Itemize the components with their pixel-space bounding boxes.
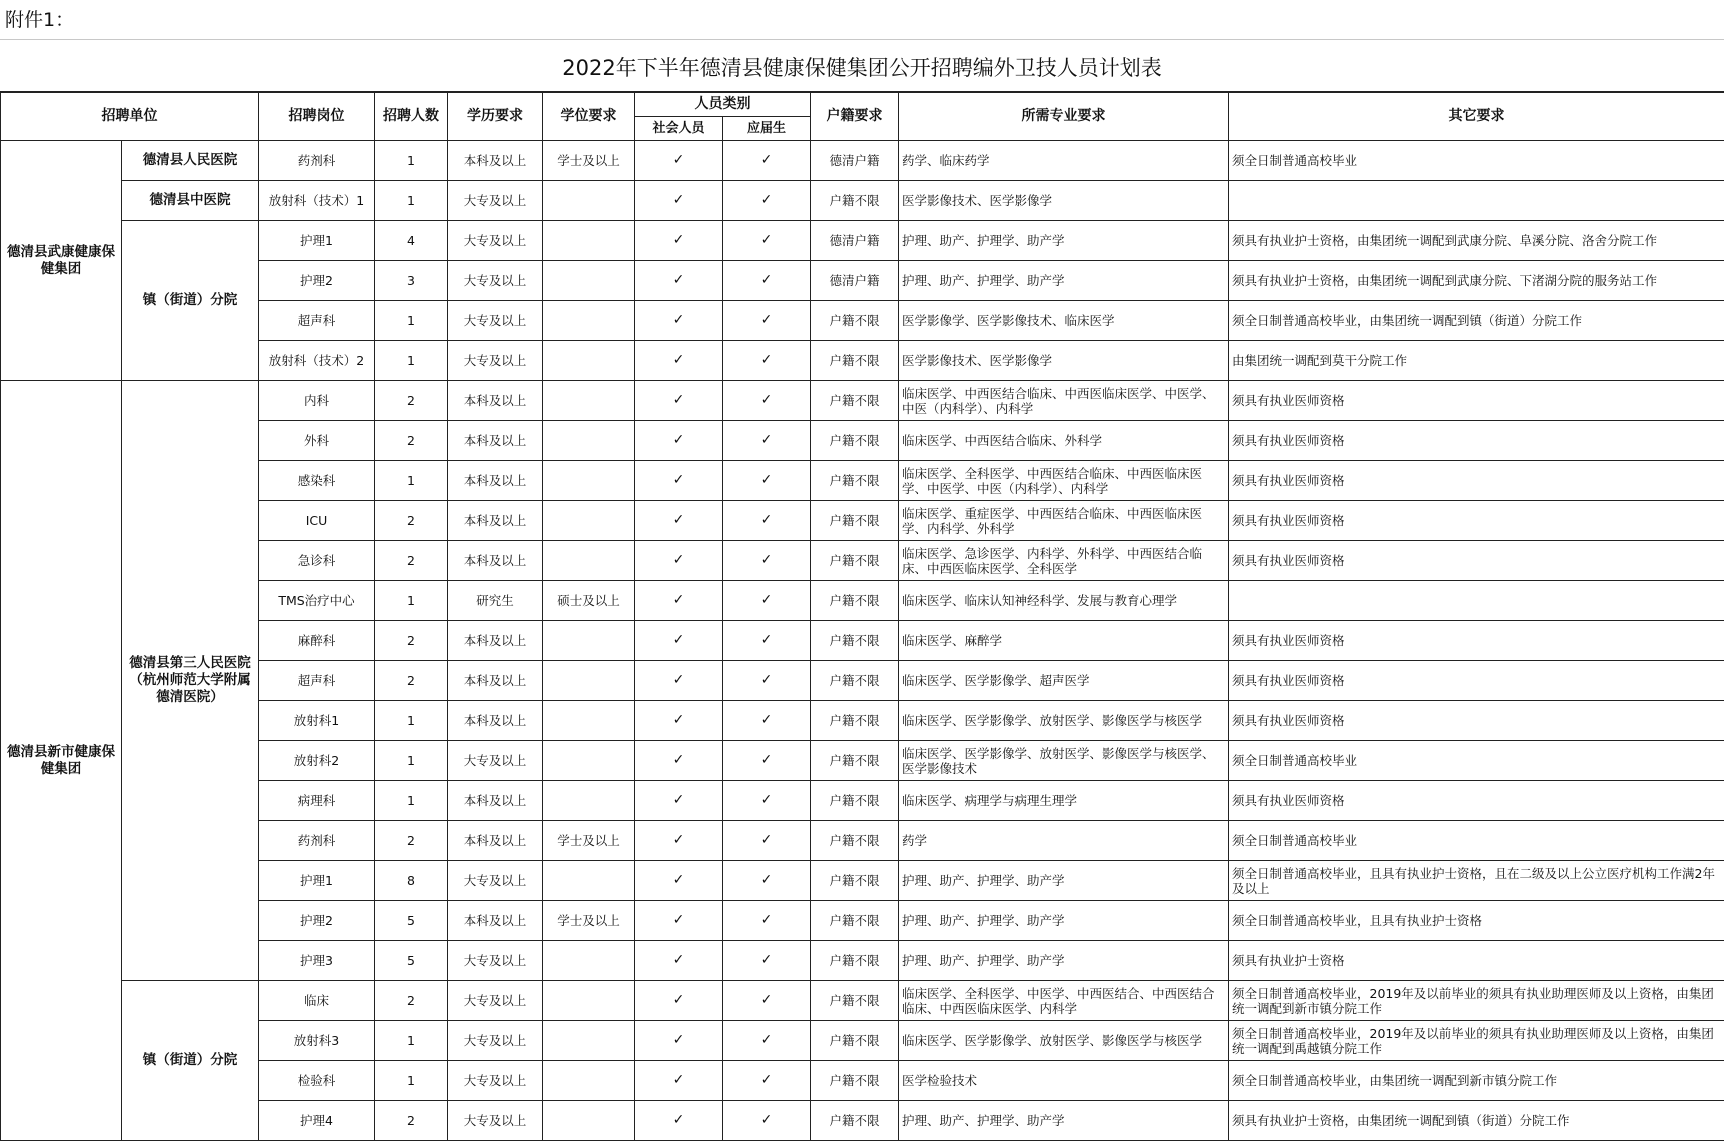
post-cell: 麻醉科 bbox=[259, 621, 375, 661]
post-cell: 药剂科 bbox=[259, 821, 375, 861]
education-cell: 大专及以上 bbox=[448, 1101, 543, 1141]
count-cell: 4 bbox=[375, 221, 448, 261]
header-education: 学历要求 bbox=[448, 93, 543, 141]
social-check-icon: ✓ bbox=[635, 661, 723, 701]
hukou-cell: 户籍不限 bbox=[811, 821, 899, 861]
hukou-cell: 户籍不限 bbox=[811, 1021, 899, 1061]
hukou-cell: 户籍不限 bbox=[811, 501, 899, 541]
other-cell: 须全日制普通高校毕业 bbox=[1229, 141, 1724, 181]
other-cell: 须全日制普通高校毕业，2019年及以前毕业的须具有执业助理医师及以上资格，由集团统一调配到禹越镇分院工作 bbox=[1229, 1021, 1724, 1061]
major-cell: 护理、助产、护理学、助产学 bbox=[899, 261, 1229, 301]
degree-cell bbox=[543, 301, 635, 341]
education-cell: 大专及以上 bbox=[448, 981, 543, 1021]
other-cell: 须全日制普通高校毕业 bbox=[1229, 821, 1724, 861]
other-cell: 由集团统一调配到莫干分院工作 bbox=[1229, 341, 1724, 381]
hukou-cell: 德清户籍 bbox=[811, 261, 899, 301]
education-cell: 大专及以上 bbox=[448, 341, 543, 381]
count-cell: 2 bbox=[375, 661, 448, 701]
other-cell: 须具有执业医师资格 bbox=[1229, 501, 1724, 541]
education-cell: 大专及以上 bbox=[448, 861, 543, 901]
hukou-cell: 户籍不限 bbox=[811, 581, 899, 621]
social-check-icon: ✓ bbox=[635, 621, 723, 661]
social-check-icon: ✓ bbox=[635, 861, 723, 901]
other-cell bbox=[1229, 181, 1724, 221]
count-cell: 1 bbox=[375, 461, 448, 501]
graduate-check-icon: ✓ bbox=[723, 781, 811, 821]
table-row bbox=[1, 221, 1724, 261]
graduate-check-icon: ✓ bbox=[723, 301, 811, 341]
hukou-cell: 户籍不限 bbox=[811, 701, 899, 741]
post-cell: 护理2 bbox=[259, 261, 375, 301]
graduate-check-icon: ✓ bbox=[723, 461, 811, 501]
social-check-icon: ✓ bbox=[635, 181, 723, 221]
other-cell: 须全日制普通高校毕业，且具有执业护士资格 bbox=[1229, 901, 1724, 941]
table-row bbox=[1, 661, 1724, 701]
post-cell: 检验科 bbox=[259, 1061, 375, 1101]
major-cell: 药学、临床药学 bbox=[899, 141, 1229, 181]
post-cell: 护理2 bbox=[259, 901, 375, 941]
education-cell: 本科及以上 bbox=[448, 701, 543, 741]
degree-cell bbox=[543, 501, 635, 541]
social-check-icon: ✓ bbox=[635, 381, 723, 421]
graduate-check-icon: ✓ bbox=[723, 941, 811, 981]
degree-cell bbox=[543, 341, 635, 381]
post-cell: 护理4 bbox=[259, 1101, 375, 1141]
degree-cell bbox=[543, 1061, 635, 1101]
table-row bbox=[1, 981, 1724, 1021]
hukou-cell: 户籍不限 bbox=[811, 461, 899, 501]
post-cell: 超声科 bbox=[259, 301, 375, 341]
unit-name: 镇（街道）分院 bbox=[122, 221, 259, 381]
count-cell: 5 bbox=[375, 901, 448, 941]
count-cell: 2 bbox=[375, 501, 448, 541]
header-major: 所需专业要求 bbox=[899, 93, 1229, 141]
other-cell: 须具有执业医师资格 bbox=[1229, 421, 1724, 461]
major-cell: 临床医学、全科医学、中西医结合临床、中西医临床医学、中医学、中医（内科学）、内科学 bbox=[899, 461, 1229, 501]
social-check-icon: ✓ bbox=[635, 1021, 723, 1061]
hukou-cell: 户籍不限 bbox=[811, 621, 899, 661]
education-cell: 研究生 bbox=[448, 581, 543, 621]
social-check-icon: ✓ bbox=[635, 221, 723, 261]
education-cell: 大专及以上 bbox=[448, 1021, 543, 1061]
table-row bbox=[1, 701, 1724, 741]
graduate-check-icon: ✓ bbox=[723, 821, 811, 861]
education-cell: 本科及以上 bbox=[448, 501, 543, 541]
recruitment-plan-table bbox=[0, 92, 1724, 1141]
header-count: 招聘人数 bbox=[375, 93, 448, 141]
header-hukou: 户籍要求 bbox=[811, 93, 899, 141]
graduate-check-icon: ✓ bbox=[723, 981, 811, 1021]
other-cell: 须全日制普通高校毕业，由集团统一调配到新市镇分院工作 bbox=[1229, 1061, 1724, 1101]
education-cell: 大专及以上 bbox=[448, 181, 543, 221]
major-cell: 临床医学、医学影像学、放射医学、影像医学与核医学、医学影像技术 bbox=[899, 741, 1229, 781]
major-cell: 临床医学、中西医结合临床、外科学 bbox=[899, 421, 1229, 461]
count-cell: 1 bbox=[375, 581, 448, 621]
table-row bbox=[1, 1101, 1724, 1141]
degree-cell: 硕士及以上 bbox=[543, 581, 635, 621]
count-cell: 2 bbox=[375, 821, 448, 861]
unit-name: 德清县第三人民医院（杭州师范大学附属德清医院） bbox=[122, 381, 259, 981]
social-check-icon: ✓ bbox=[635, 341, 723, 381]
degree-cell bbox=[543, 181, 635, 221]
table-row bbox=[1, 941, 1724, 981]
other-cell: 须具有执业医师资格 bbox=[1229, 461, 1724, 501]
other-cell: 须全日制普通高校毕业 bbox=[1229, 741, 1724, 781]
table-body bbox=[1, 141, 1724, 1141]
hukou-cell: 户籍不限 bbox=[811, 661, 899, 701]
social-check-icon: ✓ bbox=[635, 261, 723, 301]
degree-cell bbox=[543, 1101, 635, 1141]
post-cell: 超声科 bbox=[259, 661, 375, 701]
count-cell: 2 bbox=[375, 981, 448, 1021]
other-cell: 须具有执业护士资格，由集团统一调配到武康分院、下渚湖分院的服务站工作 bbox=[1229, 261, 1724, 301]
graduate-check-icon: ✓ bbox=[723, 421, 811, 461]
header-category-graduate: 应届生 bbox=[723, 117, 811, 141]
header-other: 其它要求 bbox=[1229, 93, 1724, 141]
degree-cell bbox=[543, 1021, 635, 1061]
social-check-icon: ✓ bbox=[635, 541, 723, 581]
graduate-check-icon: ✓ bbox=[723, 581, 811, 621]
group-name: 德清县新市健康保健集团 bbox=[1, 381, 122, 1141]
major-cell: 临床医学、全科医学、中医学、中西医结合、中西医结合临床、中西医临床医学、内科学 bbox=[899, 981, 1229, 1021]
graduate-check-icon: ✓ bbox=[723, 221, 811, 261]
degree-cell: 学士及以上 bbox=[543, 821, 635, 861]
other-cell: 须全日制普通高校毕业，由集团统一调配到镇（街道）分院工作 bbox=[1229, 301, 1724, 341]
degree-cell bbox=[543, 461, 635, 501]
count-cell: 8 bbox=[375, 861, 448, 901]
hukou-cell: 户籍不限 bbox=[811, 981, 899, 1021]
major-cell: 医学影像技术、医学影像学 bbox=[899, 181, 1229, 221]
graduate-check-icon: ✓ bbox=[723, 741, 811, 781]
count-cell: 2 bbox=[375, 421, 448, 461]
social-check-icon: ✓ bbox=[635, 1101, 723, 1141]
hukou-cell: 户籍不限 bbox=[811, 421, 899, 461]
social-check-icon: ✓ bbox=[635, 1061, 723, 1101]
major-cell: 医学检验技术 bbox=[899, 1061, 1229, 1101]
other-cell: 须具有执业医师资格 bbox=[1229, 541, 1724, 581]
post-cell: 护理1 bbox=[259, 221, 375, 261]
major-cell: 护理、助产、护理学、助产学 bbox=[899, 901, 1229, 941]
table-row bbox=[1, 861, 1724, 901]
post-cell: 病理科 bbox=[259, 781, 375, 821]
table-row bbox=[1, 541, 1724, 581]
social-check-icon: ✓ bbox=[635, 301, 723, 341]
post-cell: 放射科3 bbox=[259, 1021, 375, 1061]
social-check-icon: ✓ bbox=[635, 141, 723, 181]
social-check-icon: ✓ bbox=[635, 421, 723, 461]
other-cell: 须具有执业护士资格，由集团统一调配到武康分院、阜溪分院、洛舍分院工作 bbox=[1229, 221, 1724, 261]
table-row bbox=[1, 501, 1724, 541]
count-cell: 2 bbox=[375, 1101, 448, 1141]
social-check-icon: ✓ bbox=[635, 461, 723, 501]
degree-cell bbox=[543, 541, 635, 581]
graduate-check-icon: ✓ bbox=[723, 341, 811, 381]
graduate-check-icon: ✓ bbox=[723, 701, 811, 741]
degree-cell bbox=[543, 981, 635, 1021]
degree-cell bbox=[543, 941, 635, 981]
other-cell: 须具有执业医师资格 bbox=[1229, 661, 1724, 701]
major-cell: 临床医学、麻醉学 bbox=[899, 621, 1229, 661]
count-cell: 2 bbox=[375, 621, 448, 661]
degree-cell bbox=[543, 741, 635, 781]
table-row bbox=[1, 461, 1724, 501]
degree-cell: 学士及以上 bbox=[543, 141, 635, 181]
graduate-check-icon: ✓ bbox=[723, 501, 811, 541]
education-cell: 大专及以上 bbox=[448, 301, 543, 341]
header-unit: 招聘单位 bbox=[1, 93, 259, 141]
education-cell: 本科及以上 bbox=[448, 461, 543, 501]
education-cell: 本科及以上 bbox=[448, 781, 543, 821]
hukou-cell: 户籍不限 bbox=[811, 541, 899, 581]
social-check-icon: ✓ bbox=[635, 781, 723, 821]
hukou-cell: 户籍不限 bbox=[811, 1101, 899, 1141]
page-title: 2022年下半年德清县健康保健集团公开招聘编外卫技人员计划表 bbox=[0, 40, 1724, 92]
graduate-check-icon: ✓ bbox=[723, 261, 811, 301]
table-row bbox=[1, 341, 1724, 381]
post-cell: 感染科 bbox=[259, 461, 375, 501]
hukou-cell: 户籍不限 bbox=[811, 381, 899, 421]
hukou-cell: 德清户籍 bbox=[811, 141, 899, 181]
major-cell: 临床医学、临床认知神经科学、发展与教育心理学 bbox=[899, 581, 1229, 621]
education-cell: 本科及以上 bbox=[448, 821, 543, 861]
education-cell: 大专及以上 bbox=[448, 741, 543, 781]
table-row bbox=[1, 581, 1724, 621]
graduate-check-icon: ✓ bbox=[723, 1101, 811, 1141]
post-cell: TMS治疗中心 bbox=[259, 581, 375, 621]
education-cell: 本科及以上 bbox=[448, 901, 543, 941]
table-row bbox=[1, 381, 1724, 421]
major-cell: 护理、助产、护理学、助产学 bbox=[899, 221, 1229, 261]
hukou-cell: 户籍不限 bbox=[811, 301, 899, 341]
table-row bbox=[1, 261, 1724, 301]
social-check-icon: ✓ bbox=[635, 901, 723, 941]
count-cell: 1 bbox=[375, 701, 448, 741]
graduate-check-icon: ✓ bbox=[723, 381, 811, 421]
post-cell: 放射科（技术）2 bbox=[259, 341, 375, 381]
graduate-check-icon: ✓ bbox=[723, 1021, 811, 1061]
table-row bbox=[1, 1021, 1724, 1061]
graduate-check-icon: ✓ bbox=[723, 1061, 811, 1101]
graduate-check-icon: ✓ bbox=[723, 861, 811, 901]
header-post: 招聘岗位 bbox=[259, 93, 375, 141]
education-cell: 大专及以上 bbox=[448, 261, 543, 301]
count-cell: 2 bbox=[375, 381, 448, 421]
post-cell: 护理1 bbox=[259, 861, 375, 901]
count-cell: 1 bbox=[375, 301, 448, 341]
graduate-check-icon: ✓ bbox=[723, 141, 811, 181]
header-category-social: 社会人员 bbox=[635, 117, 723, 141]
education-cell: 本科及以上 bbox=[448, 381, 543, 421]
degree-cell bbox=[543, 701, 635, 741]
table-row bbox=[1, 181, 1724, 221]
major-cell: 医学影像学、医学影像技术、临床医学 bbox=[899, 301, 1229, 341]
count-cell: 3 bbox=[375, 261, 448, 301]
education-cell: 大专及以上 bbox=[448, 1061, 543, 1101]
social-check-icon: ✓ bbox=[635, 981, 723, 1021]
count-cell: 1 bbox=[375, 181, 448, 221]
unit-name: 德清县中医院 bbox=[122, 181, 259, 221]
table-row bbox=[1, 621, 1724, 661]
table-row bbox=[1, 901, 1724, 941]
post-cell: 药剂科 bbox=[259, 141, 375, 181]
group-name: 德清县武康健康保健集团 bbox=[1, 141, 122, 381]
degree-cell bbox=[543, 861, 635, 901]
social-check-icon: ✓ bbox=[635, 501, 723, 541]
education-cell: 本科及以上 bbox=[448, 421, 543, 461]
hukou-cell: 德清户籍 bbox=[811, 221, 899, 261]
table-row bbox=[1, 781, 1724, 821]
education-cell: 本科及以上 bbox=[448, 621, 543, 661]
header-category: 人员类别 bbox=[635, 93, 811, 117]
education-cell: 本科及以上 bbox=[448, 661, 543, 701]
count-cell: 5 bbox=[375, 941, 448, 981]
major-cell: 临床医学、急诊医学、内科学、外科学、中西医结合临床、中西医临床医学、全科医学 bbox=[899, 541, 1229, 581]
major-cell: 临床医学、医学影像学、放射医学、影像医学与核医学 bbox=[899, 701, 1229, 741]
social-check-icon: ✓ bbox=[635, 581, 723, 621]
degree-cell bbox=[543, 381, 635, 421]
education-cell: 大专及以上 bbox=[448, 941, 543, 981]
education-cell: 本科及以上 bbox=[448, 541, 543, 581]
other-cell: 须全日制普通高校毕业，2019年及以前毕业的须具有执业助理医师及以上资格，由集团统一调配到新市镇分院工作 bbox=[1229, 981, 1724, 1021]
hukou-cell: 户籍不限 bbox=[811, 1061, 899, 1101]
major-cell: 护理、助产、护理学、助产学 bbox=[899, 861, 1229, 901]
major-cell: 护理、助产、护理学、助产学 bbox=[899, 941, 1229, 981]
other-cell: 须具有执业护士资格 bbox=[1229, 941, 1724, 981]
hukou-cell: 户籍不限 bbox=[811, 941, 899, 981]
major-cell: 临床医学、医学影像学、超声医学 bbox=[899, 661, 1229, 701]
post-cell: 护理3 bbox=[259, 941, 375, 981]
count-cell: 1 bbox=[375, 1021, 448, 1061]
count-cell: 1 bbox=[375, 1061, 448, 1101]
post-cell: 急诊科 bbox=[259, 541, 375, 581]
header-row bbox=[1, 93, 1724, 117]
post-cell: 放射科（技术）1 bbox=[259, 181, 375, 221]
other-cell: 须具有执业医师资格 bbox=[1229, 701, 1724, 741]
social-check-icon: ✓ bbox=[635, 701, 723, 741]
degree-cell: 学士及以上 bbox=[543, 901, 635, 941]
unit-name: 德清县人民医院 bbox=[122, 141, 259, 181]
social-check-icon: ✓ bbox=[635, 821, 723, 861]
graduate-check-icon: ✓ bbox=[723, 901, 811, 941]
count-cell: 1 bbox=[375, 141, 448, 181]
degree-cell bbox=[543, 621, 635, 661]
degree-cell bbox=[543, 421, 635, 461]
count-cell: 1 bbox=[375, 341, 448, 381]
hukou-cell: 户籍不限 bbox=[811, 181, 899, 221]
hukou-cell: 户籍不限 bbox=[811, 341, 899, 381]
education-cell: 大专及以上 bbox=[448, 221, 543, 261]
post-cell: 放射科2 bbox=[259, 741, 375, 781]
other-cell: 须具有执业护士资格，由集团统一调配到镇（街道）分院工作 bbox=[1229, 1101, 1724, 1141]
other-cell bbox=[1229, 581, 1724, 621]
major-cell: 护理、助产、护理学、助产学 bbox=[899, 1101, 1229, 1141]
attachment-label: 附件1： bbox=[0, 0, 1724, 40]
degree-cell bbox=[543, 221, 635, 261]
table-row bbox=[1, 821, 1724, 861]
major-cell: 医学影像技术、医学影像学 bbox=[899, 341, 1229, 381]
major-cell: 药学 bbox=[899, 821, 1229, 861]
count-cell: 1 bbox=[375, 741, 448, 781]
graduate-check-icon: ✓ bbox=[723, 661, 811, 701]
post-cell: 放射科1 bbox=[259, 701, 375, 741]
table-row bbox=[1, 301, 1724, 341]
education-cell: 本科及以上 bbox=[448, 141, 543, 181]
major-cell: 临床医学、医学影像学、放射医学、影像医学与核医学 bbox=[899, 1021, 1229, 1061]
social-check-icon: ✓ bbox=[635, 941, 723, 981]
graduate-check-icon: ✓ bbox=[723, 181, 811, 221]
hukou-cell: 户籍不限 bbox=[811, 901, 899, 941]
major-cell: 临床医学、中西医结合临床、中西医临床医学、中医学、中医（内科学）、内科学 bbox=[899, 381, 1229, 421]
header-degree: 学位要求 bbox=[543, 93, 635, 141]
hukou-cell: 户籍不限 bbox=[811, 781, 899, 821]
graduate-check-icon: ✓ bbox=[723, 541, 811, 581]
other-cell: 须全日制普通高校毕业，且具有执业护士资格，且在二级及以上公立医疗机构工作满2年及以上 bbox=[1229, 861, 1724, 901]
degree-cell bbox=[543, 781, 635, 821]
table-row bbox=[1, 741, 1724, 781]
table-row bbox=[1, 421, 1724, 461]
table-row bbox=[1, 141, 1724, 181]
other-cell: 须具有执业医师资格 bbox=[1229, 381, 1724, 421]
post-cell: 内科 bbox=[259, 381, 375, 421]
post-cell: ICU bbox=[259, 501, 375, 541]
social-check-icon: ✓ bbox=[635, 741, 723, 781]
degree-cell bbox=[543, 261, 635, 301]
count-cell: 1 bbox=[375, 781, 448, 821]
post-cell: 临床 bbox=[259, 981, 375, 1021]
other-cell: 须具有执业医师资格 bbox=[1229, 781, 1724, 821]
hukou-cell: 户籍不限 bbox=[811, 861, 899, 901]
unit-name: 镇（街道）分院 bbox=[122, 981, 259, 1141]
graduate-check-icon: ✓ bbox=[723, 621, 811, 661]
table-row bbox=[1, 1061, 1724, 1101]
count-cell: 2 bbox=[375, 541, 448, 581]
major-cell: 临床医学、病理学与病理生理学 bbox=[899, 781, 1229, 821]
degree-cell bbox=[543, 661, 635, 701]
major-cell: 临床医学、重症医学、中西医结合临床、中西医临床医学、内科学、外科学 bbox=[899, 501, 1229, 541]
hukou-cell: 户籍不限 bbox=[811, 741, 899, 781]
post-cell: 外科 bbox=[259, 421, 375, 461]
other-cell: 须具有执业医师资格 bbox=[1229, 621, 1724, 661]
